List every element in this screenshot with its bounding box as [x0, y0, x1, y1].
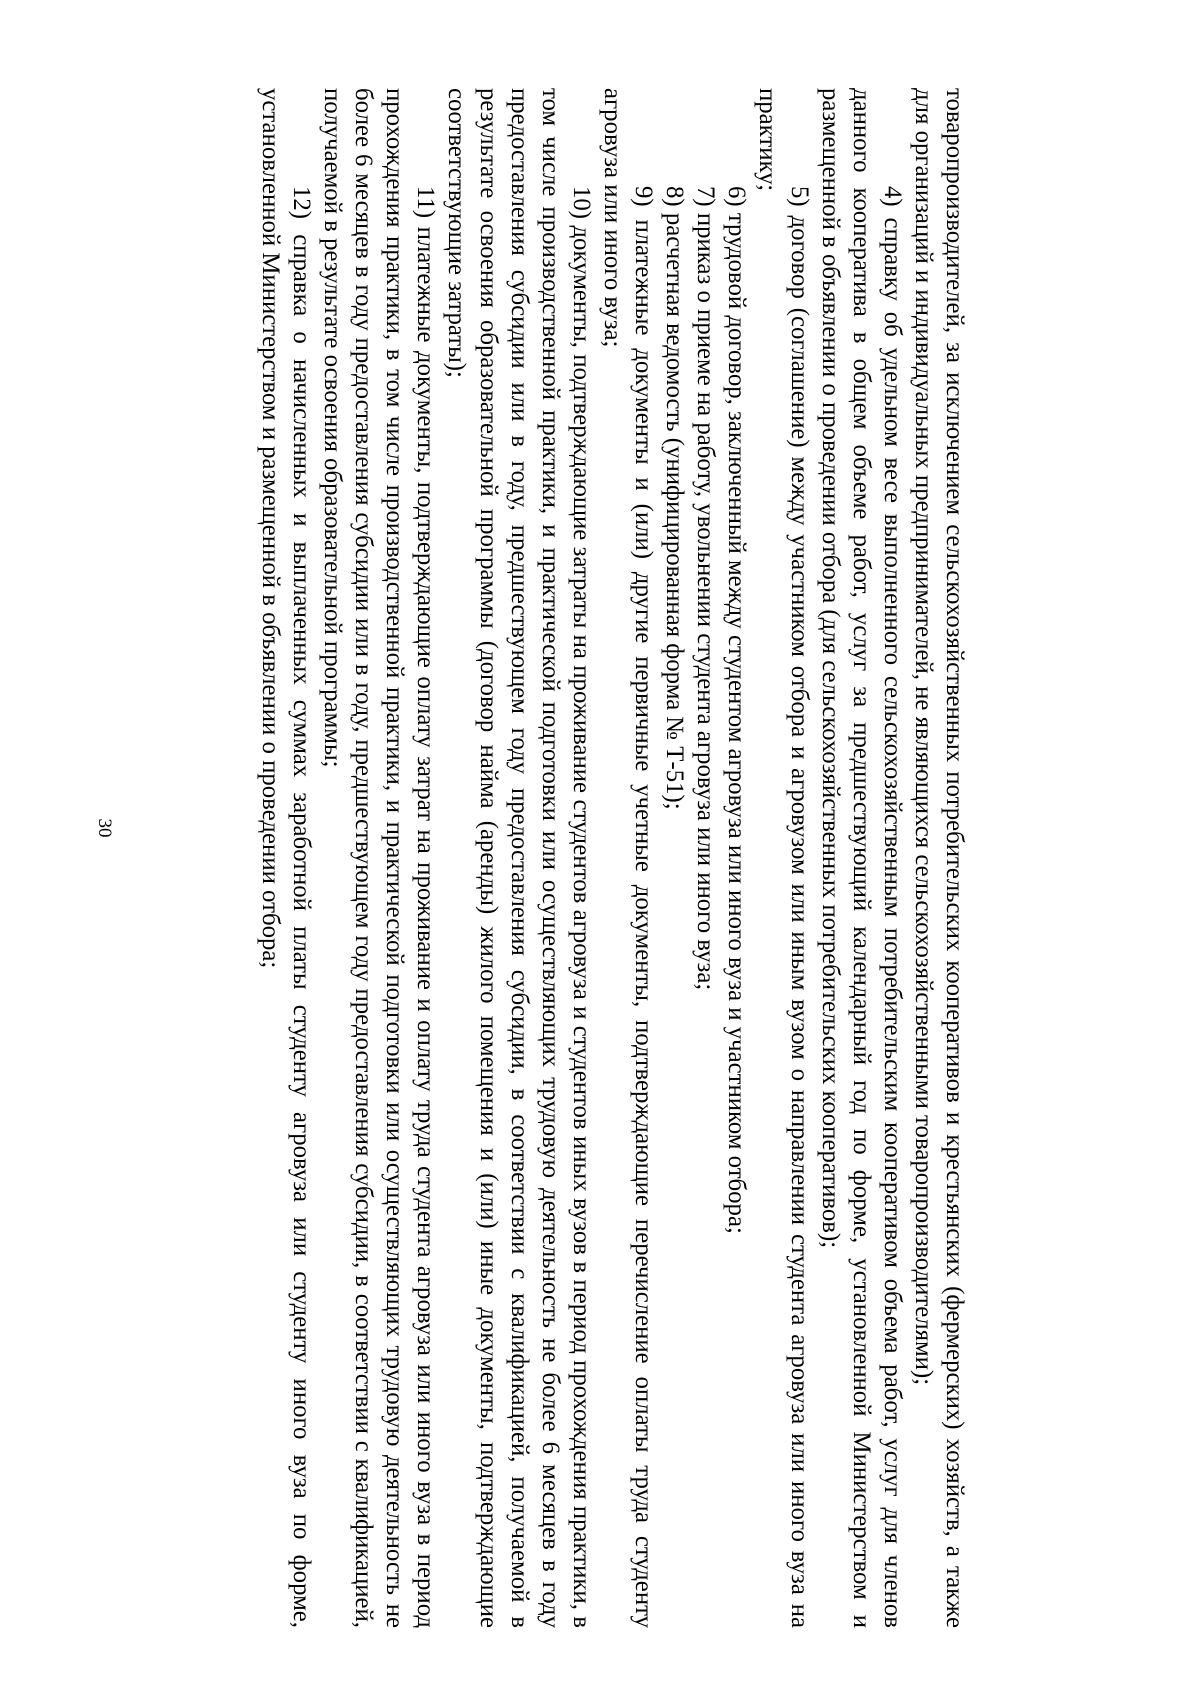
page-number: 30: [94, 818, 115, 838]
paragraph-item-9: 9) платежные документы и (или) другие первичные учетные документы, подтверждающие перечисление оплаты труда студенту агровуза или иного вуза;: [598, 88, 658, 1628]
paragraph-item-12: 12) справка о начисленных и выплаченных суммах заработной платы студенту агровуза или студенту иного вуза по форме, установленной Министерством и размещенной в объявлении о проведении отбора;: [256, 88, 316, 1628]
paragraph-item-11: 11) платежные документы, подтверждающие оплату затрат на проживание и оплату труда студента агровуза или иного вуза в период прохождения практики, в том числе производственной практики, и практической подготовки или осуществляющих трудовую деятельность не более 6 месяцев в году предоставления субсидии или в году, предшествующем году предоставления субсидии, в соответствии с квалификацией, получаемой в результате освоения образовательной программы;: [319, 88, 440, 1628]
paragraph-item-4: 4) справку об удельном весе выполненного сельскохозяйственным потребительским кооперативом объема работ, услуг для членов данного кооператива в общем объеме работ, услуг за предшествующий календарный год по форме, установленной Министерством и размещенной в объявлении о проведении отбора (для сельскохозяйственных потребительских кооперативов);: [816, 88, 906, 1628]
paragraph-item-7: 7) приказ о приеме на работу, увольнении студента агровуза или иного вуза;: [692, 186, 720, 991]
rotated-text-block: [170, 88, 970, 1628]
paragraph-item-6: 6) трудовой договор, заключенный между студентом агровуза или иного вуза и участником отбора;: [723, 186, 751, 1234]
paragraph-intro: товаропроизводителей, за исключением сельскохозяйственных потребительских кооперативов и крестьянских (фермерских) хозяйств, а также для организаций и индивидуальных предпринимателей, не являющихся сельскохозяйственными товаропроизводителями);: [909, 88, 968, 1628]
document-body: [170, 88, 970, 1628]
paragraph-item-8: 8) расчетная ведомость (унифицированная форма № Т-51);: [661, 186, 689, 810]
paragraph-item-5: 5) договор (соглашение) между участником отбора и агровузом или иным вузом о направлении студента агровуза или иного вуза на практику;: [754, 88, 813, 1628]
paragraph-item-10: 10) документы, подтверждающие затраты на проживание студентов агровуза и студентов иных вузов в период прохождения практики, в том числе производственной практики, и практической подготовки или осуществляющих трудовую деятельность не более 6 месяцев в году предоставления субсидии или в году, предшествующем году предоставления субсидии, в соответствии с квалификацией, получаемой в результате освоения образовательной программы (договор найма (аренды) жилого помещения и (или) иные документы, подтверждающие соответствующие затраты);: [443, 88, 595, 1628]
